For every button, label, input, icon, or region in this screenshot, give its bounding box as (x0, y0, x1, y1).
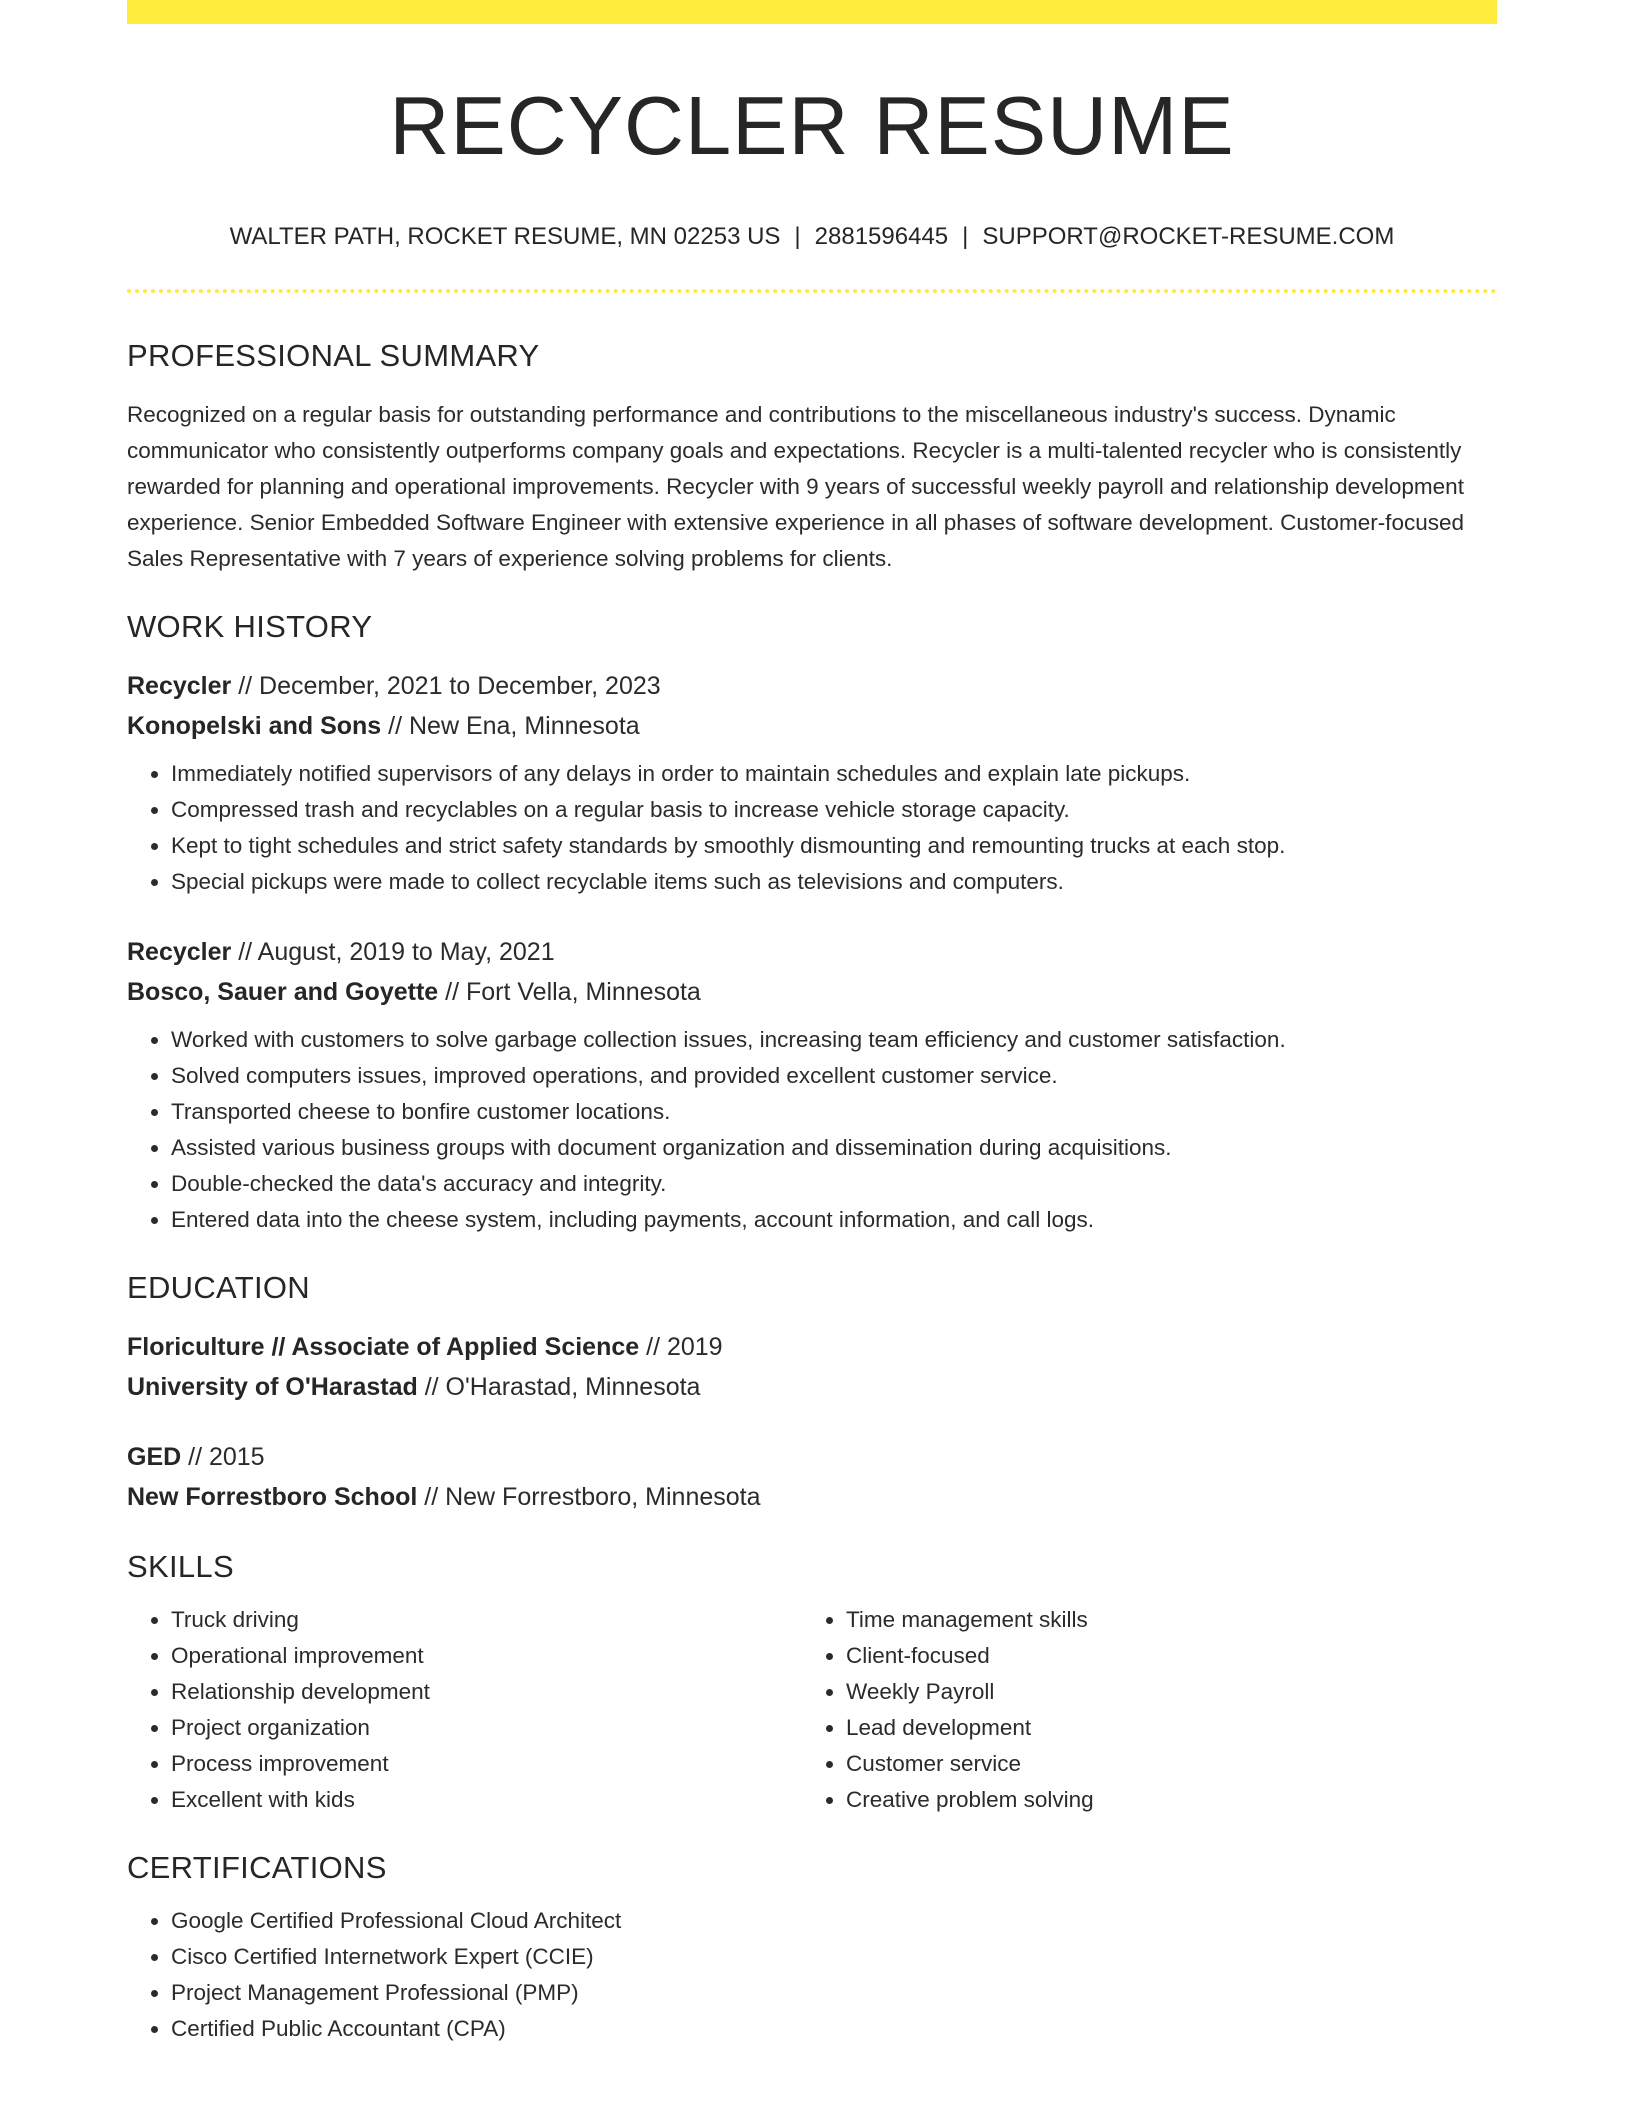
education-location: // O'Harastad, Minnesota (417, 1373, 701, 1401)
education-entry (127, 1327, 1497, 1407)
education-school: University of O'Harastad (127, 1373, 418, 1401)
dotted-divider (127, 289, 1497, 293)
job-company-line (127, 972, 1497, 1012)
job-dates: // December, 2021 to December, 2023 (231, 672, 661, 700)
certifications-heading: CERTIFICATIONS (127, 1850, 387, 1885)
job-company: Bosco, Sauer and Goyette (127, 978, 439, 1006)
contact-email: SUPPORT@ROCKET-RESUME.COM (982, 223, 1395, 250)
job-dates: // August, 2019 to May, 2021 (231, 938, 555, 966)
education-degree: GED (127, 1443, 182, 1471)
list-item: • Relationship development (171, 1674, 802, 1710)
job-entry (127, 932, 1497, 1238)
skills-list (127, 1602, 802, 1818)
list-item: • Certified Public Accountant (CPA) (171, 2011, 1497, 2047)
education-school-line (127, 1477, 1497, 1517)
job-title-line (127, 932, 1497, 972)
list-item: • Operational improvement (171, 1638, 802, 1674)
contact-separator: | (794, 223, 801, 250)
contact-separator: | (962, 223, 969, 250)
job-duties-list (127, 756, 1497, 900)
work-history-heading: WORK HISTORY (127, 609, 373, 644)
list-item: • Weekly Payroll (846, 1674, 1477, 1710)
resume-title: RECYCLER RESUME (389, 79, 1235, 172)
list-item: • Project Management Professional (PMP) (171, 1975, 1497, 2011)
job-duties-list (127, 1022, 1497, 1238)
education-school-line (127, 1367, 1497, 1407)
certifications-list (127, 1903, 1497, 2047)
list-item: • Time management skills (846, 1602, 1477, 1638)
list-item: • Worked with customers to solve garbage collection issues, increasing team efficiency and customer satisfaction. (171, 1022, 1497, 1058)
education-school: New Forrestboro School (127, 1483, 418, 1511)
job-title-line (127, 666, 1497, 706)
education-degree-line (127, 1327, 1497, 1367)
list-item: • Excellent with kids (171, 1782, 802, 1818)
list-item: • Special pickups were made to collect recyclable items such as televisions and computers. (171, 864, 1497, 900)
summary-text: Recognized on a regular basis for outstanding performance and contributions to the miscellaneous industry's success. Dynamic communicator who consistently outperforms company goals and expectations. Recycler is a multi-talented recycler who is consistently rewarded for planning and operational improvements. Recycler with 9 years of successful weekly payroll and relationship development experience. Senior Embedded Software Engineer with extensive experience in all phases of software development. Customer-focused Sales Representative with 7 years of experience solving problems for clients. (127, 402, 1464, 571)
job-location: // Fort Vella, Minnesota (438, 978, 701, 1006)
education-degree: Floriculture // Associate of Applied Science (127, 1333, 640, 1361)
list-item: • Double-checked the data's accuracy and integrity. (171, 1166, 1497, 1202)
list-item: • Compressed trash and recyclables on a regular basis to increase vehicle storage capacity. (171, 792, 1497, 828)
skills-heading: SKILLS (127, 1549, 234, 1584)
list-item: • Project organization (171, 1710, 802, 1746)
list-item: • Customer service (846, 1746, 1477, 1782)
list-item: • Cisco Certified Internetwork Expert (CCIE) (171, 1939, 1497, 1975)
contact-phone: 2881596445 (814, 223, 949, 250)
job-entry (127, 666, 1497, 900)
education-year: // 2015 (181, 1443, 265, 1471)
list-item: • Kept to tight schedules and strict safety standards by smoothly dismounting and remounting trucks at each stop. (171, 828, 1497, 864)
list-item: • Truck driving (171, 1602, 802, 1638)
education-degree-line (127, 1437, 1497, 1477)
education-heading: EDUCATION (127, 1270, 310, 1305)
resume-page (127, 0, 1497, 2047)
list-item: • Client-focused (846, 1638, 1477, 1674)
education-entry (127, 1437, 1497, 1517)
list-item: • Solved computers issues, improved operations, and provided excellent customer service. (171, 1058, 1497, 1094)
accent-bar (127, 0, 1497, 24)
education-location: // New Forrestboro, Minnesota (417, 1483, 761, 1511)
list-item: • Process improvement (171, 1746, 802, 1782)
skills-list (802, 1602, 1477, 1818)
skills-columns (127, 1602, 1497, 1818)
job-company-line (127, 706, 1497, 746)
list-item: • Google Certified Professional Cloud Architect (171, 1903, 1497, 1939)
job-title: Recycler (127, 672, 232, 700)
skills-column-right (802, 1602, 1477, 1818)
list-item: • Transported cheese to bonfire customer locations. (171, 1094, 1497, 1130)
job-company: Konopelski and Sons (127, 712, 382, 740)
list-item: • Immediately notified supervisors of any delays in order to maintain schedules and explain late pickups. (171, 756, 1497, 792)
summary-heading: PROFESSIONAL SUMMARY (127, 338, 540, 373)
list-item: • Lead development (846, 1710, 1477, 1746)
education-year: // 2019 (639, 1333, 723, 1361)
skills-column-left (127, 1602, 802, 1818)
job-location: // New Ena, Minnesota (381, 712, 640, 740)
list-item: • Entered data into the cheese system, including payments, account information, and call logs. (171, 1202, 1497, 1238)
job-title: Recycler (127, 938, 232, 966)
contact-line (127, 225, 1497, 249)
list-item: • Creative problem solving (846, 1782, 1477, 1818)
list-item: • Assisted various business groups with document organization and dissemination during acquisitions. (171, 1130, 1497, 1166)
contact-address: WALTER PATH, ROCKET RESUME, MN 02253 US (229, 223, 781, 250)
